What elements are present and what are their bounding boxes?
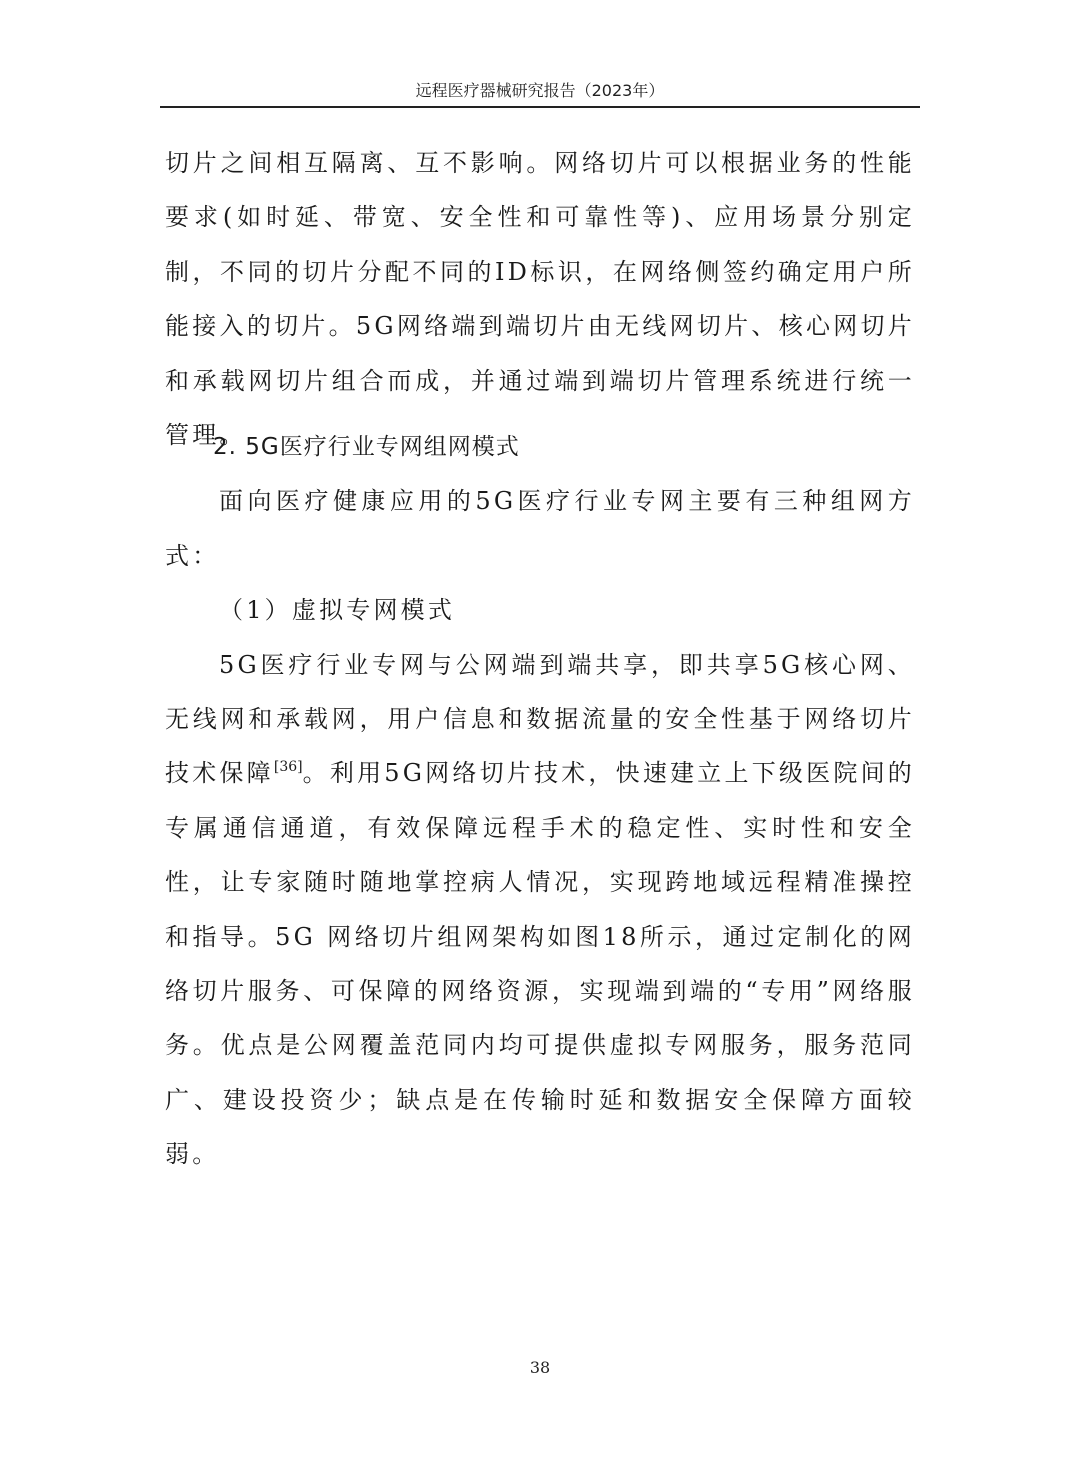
paragraph-virtual-private-network <box>165 638 915 1182</box>
header-divider <box>160 106 920 108</box>
citation-reference[interactable]: [36] <box>273 759 303 776</box>
running-header: 远程医疗器械研究报告（2023年） <box>415 81 665 100</box>
paragraph-text-part2: 。利用5G网络切片技术，快速建立上下级医院间的专属通信通道，有效保障远程手术的稳定性、实时性和安全性，让专家随时随地掌控病人情况，实现跨地域远程精准操控和指导。5G 网络切片组网架构如图18所示，通过定制化的网络切片服务、可保障的网络资源，实现端到端的“专用”网络服务。优点是公网覆盖范同内均可提供虚拟专网服务，服务范同广、建设投资少；缺点是在传输时延和数据安全保障方面较弱。 <box>165 759 915 1169</box>
subsection-heading: （1）虚拟专网模式 <box>219 596 456 625</box>
paragraph-network-slicing: 切片之间相互隔离、互不影响。网络切片可以根据业务的性能要求(如时延、带宽、安全性和可靠性等)、应用场景分别定制，不同的切片分配不同的ID标识，在网络侧签约确定用户所能接入的切片。5G网络端到端切片由无线网切片、核心网切片和承载网切片组合而成，并通过端到端切片管理系统进行统一管理。 <box>165 149 915 450</box>
page-body <box>165 136 915 462</box>
page-number: 38 <box>529 1358 551 1377</box>
paragraph-intro: 面向医疗健康应用的5G医疗行业专网主要有三种组网方式： <box>165 487 915 570</box>
section-block <box>165 420 915 1182</box>
paragraph-text-part1: 5G医疗行业专网与公网端到端共享，即共享5G核心网、无线网和承载网，用户信息和数据流量的安全性基于网络切片技术保障 <box>165 650 915 788</box>
section-heading: 2. 5G医疗行业专网组网模式 <box>213 434 520 460</box>
